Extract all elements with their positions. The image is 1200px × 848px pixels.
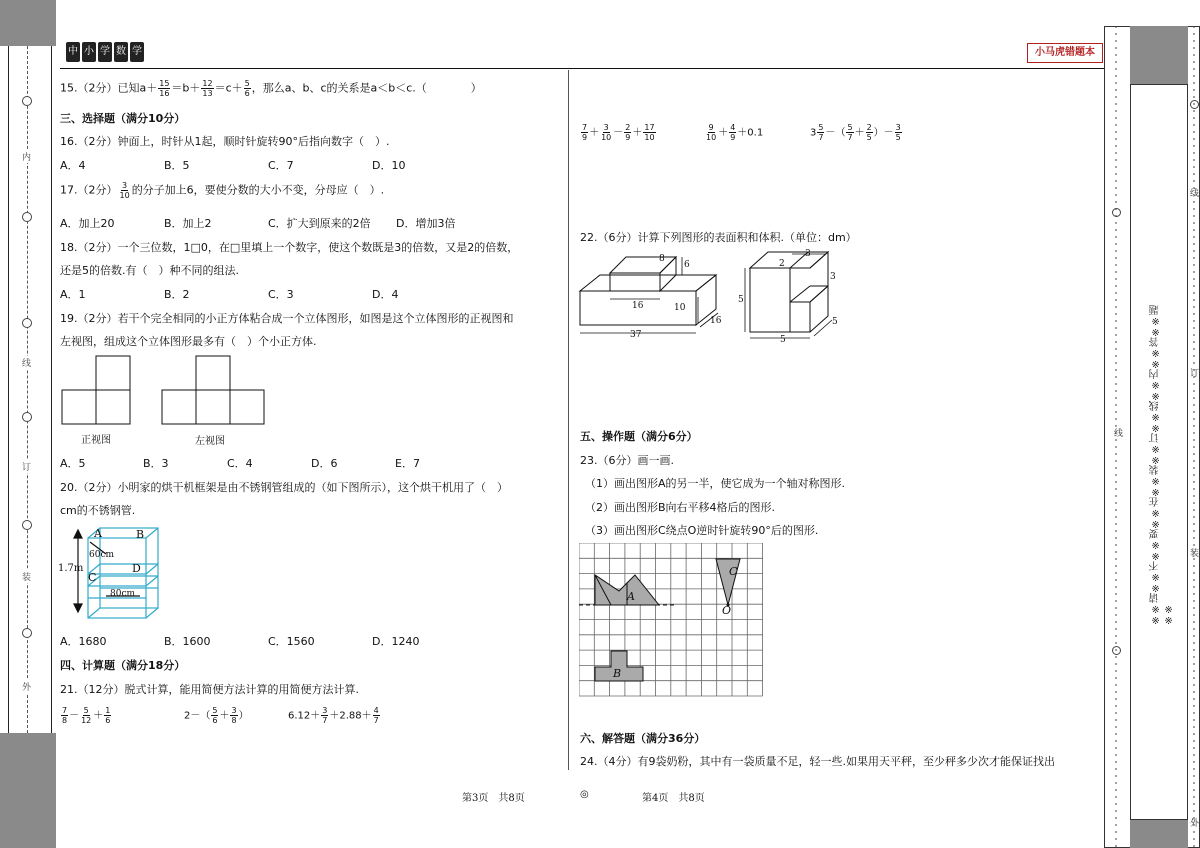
dim-label: 6 bbox=[684, 260, 690, 270]
rack-label-d: D bbox=[132, 562, 141, 575]
expression: 6.12＋ $\frac{3}{7}$ ＋2.88＋ $\frac{4}{7}$ bbox=[288, 706, 379, 725]
option: B．1600 bbox=[164, 635, 211, 648]
cube-square bbox=[96, 356, 130, 390]
binding-mark: 订 bbox=[1190, 369, 1200, 379]
dim-label: 5 bbox=[738, 295, 744, 305]
fraction: $\frac{12}{13}$ bbox=[202, 79, 213, 98]
question-24: 24.（4分）有9袋奶粉，其中有一袋质量不足，轻一些.如果用天平秤，至少秤多少次才能保证找出 bbox=[580, 755, 1055, 768]
logo-char: 学 bbox=[98, 42, 112, 62]
rack-label-b: B bbox=[136, 528, 145, 541]
option: E．7 bbox=[395, 457, 420, 470]
section-title: 六、解答题（满分36分） bbox=[580, 732, 706, 745]
binding-mark: 外 bbox=[22, 680, 31, 693]
question-17: 17.（2分） $\frac{3}{10}$ 的分子加上6，要使分数的大小不变，分母应（ ）. bbox=[60, 181, 385, 200]
dim-label: 37 bbox=[630, 330, 642, 340]
binding-hole bbox=[22, 212, 32, 222]
binding-hole bbox=[1112, 208, 1121, 217]
column-divider bbox=[568, 70, 569, 770]
question-23-part: （1）画出图形A的另一半，使它成为一个轴对称图形. bbox=[585, 477, 846, 490]
left-binding-margin bbox=[0, 0, 56, 848]
option: D．6 bbox=[311, 457, 338, 470]
logo-char: 小 bbox=[82, 42, 96, 62]
dim-label: 5 bbox=[832, 317, 838, 327]
binding-mark: 外 bbox=[1190, 819, 1200, 829]
binding-hole bbox=[1112, 646, 1121, 655]
left-view-label: 左视图 bbox=[195, 436, 225, 447]
logo-char: 数 bbox=[114, 42, 128, 62]
solid-figure-2 bbox=[742, 246, 842, 346]
question-20-cont: cm的不锈钢管. bbox=[60, 504, 136, 517]
question-16: 16.（2分）钟面上，时针从1起，顺时针旋转90°后指向数字（ ）. bbox=[60, 135, 390, 148]
binding-gray-block-top bbox=[0, 0, 56, 46]
question-18: 18.（2分）一个三位数，1□0，在□里填上一个数字，使这个数既是3的倍数，又是2的倍数， bbox=[60, 241, 519, 254]
view-diagrams bbox=[58, 354, 278, 430]
cube-square bbox=[162, 390, 196, 424]
dim-label: 16 bbox=[632, 301, 644, 311]
question-18-cont: 还是5的倍数.有（ ）种不同的组法. bbox=[60, 264, 239, 277]
option: D．1240 bbox=[372, 635, 420, 648]
question-21: 21.（12分）脱式计算，能用简便方法计算的用简便方法计算. bbox=[60, 683, 359, 696]
section-title: 三、选择题（满分10分） bbox=[60, 112, 186, 125]
dim-label: 2 bbox=[779, 259, 785, 269]
rack-height-label: 1.7m bbox=[58, 563, 84, 574]
question-19-cont: 左视图，组成这个立体图形最多有（ ）个小正方体. bbox=[60, 335, 317, 348]
grid-label-b: B bbox=[613, 667, 622, 680]
binding-hole bbox=[22, 96, 32, 106]
rack-label-a: A bbox=[94, 527, 102, 540]
option: C．3 bbox=[268, 288, 294, 301]
rack-label-c: C bbox=[88, 571, 97, 584]
option: A．加上20 bbox=[60, 217, 115, 230]
option: A．5 bbox=[60, 457, 86, 470]
option: C．扩大到原来的2倍 bbox=[268, 217, 371, 230]
page-number-right: 第4页 共8页 bbox=[642, 793, 705, 804]
dim-label: 10 bbox=[674, 303, 686, 313]
binding-mark: 线 bbox=[1190, 189, 1200, 199]
option: C．7 bbox=[268, 159, 294, 172]
option: A．4 bbox=[60, 159, 86, 172]
binding-hole bbox=[1190, 100, 1199, 109]
question-19: 19.（2分）若干个完全相同的小正方体粘合成一个立体图形，如图是这个立体图形的正视图和 bbox=[60, 312, 514, 325]
option: B．加上2 bbox=[164, 217, 212, 230]
option: B．2 bbox=[164, 288, 190, 301]
rack-width-label: 80cm bbox=[110, 589, 136, 599]
option: D．4 bbox=[372, 288, 399, 301]
page-number-left: 第3页 共8页 bbox=[462, 793, 525, 804]
cube-square bbox=[96, 390, 130, 424]
grid-label-a: A bbox=[627, 590, 635, 603]
cube-square bbox=[196, 356, 230, 390]
question-23: 23.（6分）画一画. bbox=[580, 454, 674, 467]
question-22: 22.（6分）计算下列图形的表面积和体积.（单位：dm） bbox=[580, 231, 857, 244]
question-20: 20.（2分）小明家的烘干机框架是由不锈钢管组成的（如下图所示），这个烘干机用了（ ） bbox=[60, 481, 508, 494]
binding-hole bbox=[22, 318, 32, 328]
question-15: 15.（2分）已知a＋ $\frac{15}{16}$ ＝b＋ $\frac{12}{13}$ ＝c＋ $\frac{5}{6}$ ，那么a、b、c的关系是a＜b＜c.（ ） bbox=[60, 79, 482, 98]
expression: $\frac{7}{8}$ － $\frac{5}{12}$ ＋ $\frac{1}{6}$ bbox=[62, 706, 111, 725]
expression: $\frac{9}{10}$ ＋ $\frac{4}{9}$ ＋0.1 bbox=[706, 123, 764, 142]
expression: 2－（ $\frac{5}{6}$ ＋ $\frac{3}{8}$ ） bbox=[184, 706, 249, 725]
logo-char: 中 bbox=[66, 42, 80, 62]
expression: 3 $\frac{5}{7}$ －（ $\frac{5}{7}$ ＋ $\frac{2}{5}$ ）－ $\frac{3}{5}$ bbox=[810, 123, 901, 142]
header-rule bbox=[60, 68, 1104, 69]
mistake-book-tag: 小马虎错题本 bbox=[1027, 43, 1103, 63]
dim-label: 8 bbox=[659, 254, 665, 264]
rack-depth-label: 60cm bbox=[89, 550, 115, 560]
binding-mark: 内 bbox=[22, 150, 31, 163]
binding-mark: 装 bbox=[1190, 549, 1200, 559]
cube-square bbox=[62, 390, 96, 424]
option: D．增加3倍 bbox=[396, 217, 456, 230]
section-title: 五、操作题（满分6分） bbox=[580, 430, 698, 443]
cube-square bbox=[230, 390, 264, 424]
dim-label: 5 bbox=[780, 335, 786, 345]
dim-label: 3 bbox=[805, 249, 811, 259]
grid-label-o: O bbox=[722, 604, 732, 617]
binding-mark: 装 bbox=[22, 570, 31, 583]
fraction: $\frac{5}{6}$ bbox=[244, 79, 250, 98]
binding-hole bbox=[22, 412, 32, 422]
dryer-rack-diagram bbox=[56, 524, 166, 624]
dim-label: 16 bbox=[710, 316, 722, 326]
cube-square bbox=[196, 390, 230, 424]
option: A．1 bbox=[60, 288, 86, 301]
fraction: $\frac{15}{16}$ bbox=[159, 79, 170, 98]
solid-figure-1 bbox=[576, 249, 736, 344]
option: B．3 bbox=[143, 457, 169, 470]
binding-mark: 订 bbox=[22, 460, 31, 473]
binding-gray-block-bottom bbox=[0, 733, 56, 848]
dim-label: 3 bbox=[830, 272, 836, 282]
question-23-part: （2）画出图形B向右平移4格后的图形. bbox=[585, 501, 776, 514]
binding-hole bbox=[22, 628, 32, 638]
option: C．4 bbox=[227, 457, 253, 470]
logo bbox=[66, 42, 144, 62]
binding-mark: 线 bbox=[1114, 429, 1124, 439]
option: B．5 bbox=[164, 159, 190, 172]
grid-label-c: C bbox=[729, 565, 738, 578]
binding-warning: ※※请※※不※※要※※在※※装※※订※※线※※内※※答※※题※※ bbox=[1150, 305, 1174, 625]
option: C．1560 bbox=[268, 635, 315, 648]
option: D．10 bbox=[372, 159, 406, 172]
footer-mark: ◎ bbox=[580, 789, 589, 800]
section-title: 四、计算题（满分18分） bbox=[60, 659, 186, 672]
question-23-part: （3）画出图形C绕点O逆时针旋转90°后的图形. bbox=[585, 524, 819, 537]
expression: $\frac{7}{9}$ ＋ $\frac{3}{10}$ － $\frac{2}{9}$ ＋ $\frac{17}{10}$ bbox=[582, 123, 655, 142]
binding-mark: 线 bbox=[22, 356, 31, 369]
fraction: $\frac{3}{10}$ bbox=[119, 181, 130, 200]
logo-char: 学 bbox=[130, 42, 144, 62]
front-view-label: 正视图 bbox=[81, 435, 111, 446]
binding-hole bbox=[22, 520, 32, 530]
option: A．1680 bbox=[60, 635, 107, 648]
